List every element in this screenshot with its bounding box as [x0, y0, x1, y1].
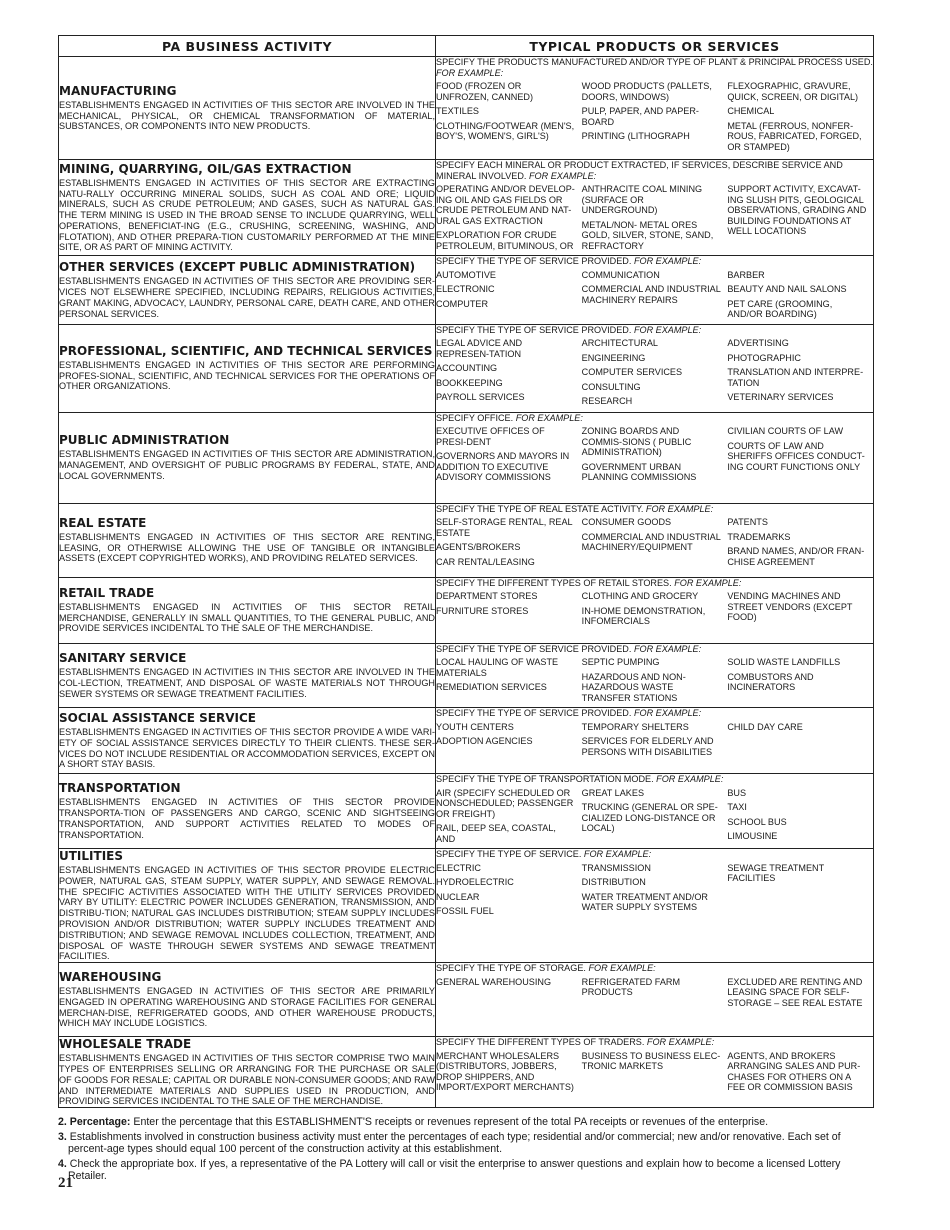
activity-title: SANITARY SERVICE [59, 651, 187, 666]
products-cell [436, 412, 874, 503]
example-item: DISTRIBUTION [581, 877, 646, 887]
table-row [59, 643, 874, 708]
example-column [436, 657, 582, 707]
activity-description: ESTABLISHMENTS ENGAGED IN ACTIVITIES OF THIS SECTOR ARE PERFORMING PROFES-SIONAL, SCIENTIFIC, AND TECHNICAL SERVICES FOR THE OPERATIONS OF OTHER ORGANIZATIONS. [59, 359, 435, 392]
example-column [582, 338, 728, 411]
example-item: GENERAL WAREHOUSING [436, 976, 552, 987]
example-item: MERCHANT WHOLESALERS (DISTRIBUTORS, JOBBERS, DROP SHIPPERS, AND IMPORT/EXPORT MERCHANTS) [436, 1050, 574, 1093]
example-column [727, 977, 873, 1013]
example-item: COMPUTER SERVICES [581, 367, 683, 377]
example-item: FLEXOGRAPHIC, GRAVURE, QUICK, SCREEN, OR DIGITAL) [727, 81, 859, 102]
table-row [59, 1037, 874, 1108]
example-item: COMPUTER [436, 298, 489, 309]
table-row [59, 412, 874, 503]
example-item: VENDING MACHINES AND STREET VENDORS (EXCEPT FOOD) [727, 591, 853, 622]
example-item: PHOTOGRAPHIC [727, 352, 801, 363]
example-column [582, 863, 728, 921]
activity-description: ESTABLISHMENTS ENGAGED IN ACTIVITIES OF THIS SECTOR PROVIDE A WIDE VARI-ETY OF SOCIAL ASSISTANCE SERVICES DIRECTLY TO THEIR CLIENTS. THESE SER-VICES DO NOT INCLUDE RESIDENTIAL OR ACCOMMODATION SERVICES, EXCEPT ON A SHORT STAY BASIS. [59, 726, 435, 770]
example-column [582, 788, 728, 849]
activity-cell [59, 503, 436, 577]
specify-instruction: SPECIFY THE TYPE OF STORAGE. FOR EXAMPLE: [436, 963, 656, 974]
example-item: ELECTRONIC [436, 284, 495, 294]
products-cell [436, 256, 874, 325]
example-column [727, 270, 873, 324]
activity-title: REAL ESTATE [59, 515, 147, 530]
specify-instruction: SPECIFY THE TYPE OF SERVICE PROVIDED. FOR EXAMPLE: [436, 324, 702, 335]
example-item: CONSUMER GOODS [581, 517, 672, 527]
footnotes [58, 1116, 878, 1185]
activity-title: UTILITIES [59, 849, 123, 863]
table-row [59, 324, 874, 412]
example-item: REFRIGERATED FARM PRODUCTS [581, 976, 681, 998]
example-column [436, 591, 582, 631]
example-column [582, 657, 728, 707]
specify-instruction: SPECIFY THE DIFFERENT TYPES OF RETAIL STORES. FOR EXAMPLE: [436, 577, 742, 588]
specify-instruction: SPECIFY THE TYPE OF SERVICE. FOR EXAMPLE: [436, 849, 652, 859]
example-column [436, 184, 582, 255]
example-column [436, 81, 582, 156]
example-column [727, 81, 873, 156]
example-column [582, 722, 728, 762]
example-item: FURNITURE STORES [436, 605, 529, 616]
example-item: TEMPORARY SHELTERS [581, 721, 689, 732]
example-item: COMMERCIAL AND INDUSTRIAL MACHINERY REPAIRS [581, 284, 721, 305]
activity-title: PROFESSIONAL, SCIENTIFIC, AND TECHNICAL SERVICES [59, 343, 433, 358]
products-cell [436, 503, 874, 577]
example-item: AIR (SPECIFY SCHEDULED OR NONSCHEDULED; PASSENGER OR FREIGHT) [436, 787, 574, 819]
example-column [727, 722, 873, 762]
note-3: 3. Establishments involved in construction business activity must enter the percentages of each type; residential and/or commercial; new and/or renovative. Each set of percent-age types should equal 100 percent of the construction activity at this establishment. [58, 1131, 841, 1155]
example-column [727, 517, 873, 571]
example-item: TRANSLATION AND INTERPRE-TATION [727, 367, 864, 388]
table-row [59, 503, 874, 577]
example-column [582, 591, 728, 631]
example-item: SUPPORT ACTIVITY, EXCAVAT-ING SLUSH PITS, GEOLOGICAL OBSERVATIONS, GRADING AND BUILDING FOUNDATIONS AT WELL LOCATIONS [727, 184, 867, 236]
table-row [59, 577, 874, 643]
business-activity-table [58, 35, 874, 1108]
example-item: YOUTH CENTERS [436, 721, 514, 732]
example-item: ENGINEERING [581, 352, 646, 363]
activity-description: ESTABLISHMENTS ENGAGED IN ACTIVITIES OF THIS SECTOR RETAIL MERCHANDISE, GENERALLY IN SMALL QUANTITIES, TO THE GENERAL PUBLIC, AND PROVIDE SERVICES INCIDENTAL TO THE SALE OF THE MERCHANDISE. [59, 601, 435, 634]
products-cell [436, 643, 874, 708]
activity-cell [59, 577, 436, 643]
activity-cell [59, 849, 436, 963]
example-item: IN-HOME DEMONSTRATION, INFOMERCIALS [581, 605, 706, 626]
example-column [582, 426, 728, 487]
example-item: SCHOOL BUS [727, 816, 787, 827]
example-item: LEGAL ADVICE AND REPRESEN-TATION [436, 338, 523, 359]
example-item: SEPTIC PUMPING [581, 657, 660, 667]
example-item: GOVERNORS AND MAYORS IN ADDITION TO EXECUTIVE ADVISORY COMMISSIONS [436, 451, 570, 482]
example-item: ZONING BOARDS AND COMMIS-SIONS ( PUBLIC ADMINISTRATION) [581, 426, 692, 457]
example-item: CONSULTING [581, 381, 641, 392]
activity-description: ESTABLISHMENTS ENGAGED IN ACTIVITIES OF THIS SECTOR ARE PRIMARILY ENGAGED IN OPERATING WAREHOUSING AND STORAGE FACILITIES FOR GENERAL MERCHAN-DISE, REFRIGERATED GOODS, AND OTHER WAREHOUSE PRODUCTS, WHICH MAY INCLUDE LOGISTICS. [59, 986, 435, 1029]
example-item: CHILD DAY CARE [727, 721, 803, 732]
example-item: CAR RENTAL/LEASING [436, 556, 535, 567]
example-item: CIVILIAN COURTS OF LAW [727, 426, 844, 436]
table-row [59, 256, 874, 325]
example-item: CHEMICAL [727, 106, 775, 116]
example-item: SEWAGE TREATMENT FACILITIES [727, 862, 825, 883]
activity-cell [59, 643, 436, 708]
specify-instruction: SPECIFY THE PRODUCTS MANUFACTURED AND/OR TYPE OF PLANT & PRINCIPAL PROCESS USED. FOR EXAMPLE: [436, 57, 873, 78]
example-column [436, 722, 582, 762]
example-item: ANTHRACITE COAL MINING (SURFACE OR UNDERGROUND) [581, 184, 703, 215]
specify-instruction: SPECIFY THE TYPE OF REAL ESTATE ACTIVITY. FOR EXAMPLE: [436, 503, 714, 514]
activity-cell [59, 324, 436, 412]
example-item: BUS [727, 787, 747, 798]
example-item: ADOPTION AGENCIES [436, 736, 533, 746]
example-column [436, 270, 582, 324]
products-cell [436, 577, 874, 643]
example-column [582, 81, 728, 156]
specify-instruction: SPECIFY THE TYPE OF SERVICE PROVIDED. FOR EXAMPLE: [436, 643, 702, 654]
activity-title: MANUFACTURING [59, 83, 177, 98]
activity-cell [59, 57, 436, 160]
activity-title: MINING, QUARRYING, OIL/GAS EXTRACTION [59, 161, 352, 176]
example-item: RAIL, DEEP SEA, COASTAL, AND [436, 823, 556, 844]
activity-cell [59, 963, 436, 1037]
example-item: BARBER [727, 269, 765, 280]
example-column [436, 788, 582, 849]
example-column [727, 788, 873, 849]
table-row [59, 708, 874, 774]
example-item: AUTOMOTIVE [436, 269, 496, 280]
products-cell [436, 1037, 874, 1108]
activity-description: ESTABLISHMENTS ENGAGED IN ACTIVITIES OF THIS SECTOR COMPRISE TWO MAIN TYPES OF ENTERPRISES SELLING OR ARRANGING FOR THE PURCHASE OR SALE OF GOODS FOR RESALE; CAPITAL OR DURABLE NON-CONSUMER GOODS; AND RAW AND INTERMEDIATE MATERIALS AND SUPPLIES USED IN PRODUCTION, AND PROVIDING SERVICES INCIDENTAL TO THE SALE OF THE MERCHANDISE. [59, 1053, 435, 1107]
example-item: BOOKKEEPING [436, 377, 503, 388]
specify-instruction: SPECIFY THE DIFFERENT TYPES OF TRADERS. FOR EXAMPLE: [436, 1037, 715, 1048]
activity-description: ESTABLISHMENTS ENGAGED IN ACTIVITIES OF THIS SECTOR ARE EXTRACTING NATU-RALLY OCCURRING MINERAL SOLIDS, SUCH AS COAL AND ORE; LIQUID MINERALS, SUCH AS CRUDE PETROLEUM; AND GASES, SUCH AS NATURAL GAS. THE TERM MINING IS USED IN THE BROAD SENSE TO INCLUDE QUARRYING, WELL OPERATIONS, BENEFICIAT-ING (E.G., CRUSHING, SCREENING, WASHING, AND FLOTATION), AND OTHER PREPARA-TION CUSTOMARILY PERFORMED AT THE MINE SITE, OR AS PART OF MINING ACTIVITY. [59, 177, 435, 253]
example-item: PULP, PAPER, AND PAPER-BOARD [581, 106, 699, 127]
activity-cell [59, 256, 436, 325]
example-item: TRANSMISSION [581, 862, 651, 873]
example-item: METAL/NON- METAL ORES GOLD, SILVER, STONE, SAND, REFRACTORY [581, 219, 714, 251]
example-item: COMBUSTORS AND INCINERATORS [727, 671, 814, 692]
header-typical-products: TYPICAL PRODUCTS OR SERVICES [436, 36, 874, 57]
activity-title: WHOLESALE TRADE [59, 1037, 192, 1052]
example-item: FOSSIL FUEL [436, 906, 494, 916]
example-item: BUSINESS TO BUSINESS ELEC-TRONIC MARKETS [581, 1050, 721, 1072]
example-item: PATENTS [727, 517, 768, 527]
activity-title: PUBLIC ADMINISTRATION [59, 433, 230, 448]
example-column [582, 977, 728, 1013]
example-item: SELF-STORAGE RENTAL, REAL ESTATE [436, 517, 573, 538]
products-cell [436, 963, 874, 1037]
example-column [436, 977, 582, 1013]
example-item: WATER TREATMENT AND/OR WATER SUPPLY SYSTEMS [581, 891, 708, 912]
example-item: METAL (FERROUS, NONFER-ROUS, FABRICATED, FORGED, OR STAMPED) [727, 120, 862, 152]
example-column [436, 517, 582, 571]
activity-cell [59, 160, 436, 256]
example-item: HAZARDOUS AND NON-HAZARDOUS WASTE TRANSFER STATIONS [581, 671, 686, 703]
example-item: VETERINARY SERVICES [727, 392, 834, 402]
example-column [727, 863, 873, 921]
example-item: EXECUTIVE OFFICES OF PRESI-DENT [436, 426, 545, 447]
activity-description: ESTABLISHMENTS ENGAGED IN ACTIVITIES OF THIS SECTOR PROVIDE TRANSPORTA-TION OF PASSENGERS AND CARGO, SCENIC AND SIGHTSEEING TRANSPORTATION, AND SUPPORT ACTIVITIES RELATED TO MODES OF TRANSPORTATION. [59, 797, 435, 840]
activity-title: RETAIL TRADE [59, 585, 155, 600]
example-column [727, 657, 873, 707]
example-item: TAXI [727, 802, 747, 812]
example-item: WOOD PRODUCTS (PALLETS, DOORS, WINDOWS) [581, 81, 712, 102]
example-item: SOLID WASTE LANDFILLS [727, 657, 841, 667]
example-column [436, 863, 582, 921]
activity-description: ESTABLISHMENTS ENGAGED IN ACTIVITIES IN THIS SECTOR ARE INVOLVED IN THE COL-LECTION, TREATMENT, AND DISPOSAL OF WASTE MATERIALS NOT THROUGH SEWER SYSTEMS OR SEWAGE TREATMENT FACILITIES. [59, 667, 435, 699]
example-column [436, 338, 582, 411]
header-business-activity: PA BUSINESS ACTIVITY [59, 36, 436, 57]
example-item: PAYROLL SERVICES [436, 392, 525, 402]
activity-title: OTHER SERVICES (EXCEPT PUBLIC ADMINISTRATION) [59, 260, 416, 275]
specify-instruction: SPECIFY THE TYPE OF SERVICE PROVIDED. FOR EXAMPLE: [436, 256, 702, 266]
example-column [582, 184, 728, 255]
example-item: LIMOUSINE [727, 831, 778, 841]
example-item: GOVERNMENT URBAN PLANNING COMMISSIONS [581, 461, 697, 482]
example-item: CLOTHING/FOOTWEAR (MEN'S, BOY'S, WOMEN'S, GIRL'S) [436, 120, 575, 141]
example-item: TEXTILES [436, 106, 479, 116]
example-item: HYDROELECTRIC [436, 877, 514, 887]
table-row [59, 963, 874, 1037]
note-2: 2. Percentage: Enter the percentage that this ESTABLISHMENT'S receipts or revenues represent of the total PA receipts or revenues of the enterprise. [58, 1116, 769, 1128]
example-item: AGENTS/BROKERS [436, 542, 521, 552]
example-item: PET CARE (GROOMING, AND/OR BOARDING) [727, 298, 833, 319]
activity-title: TRANSPORTATION [59, 781, 181, 796]
example-item: BEAUTY AND NAIL SALONS [727, 284, 847, 294]
example-item: SERVICES FOR ELDERLY AND PERSONS WITH DISABILITIES [581, 736, 714, 757]
example-item: CLOTHING AND GROCERY [581, 591, 699, 601]
example-column [436, 426, 582, 487]
example-column [727, 338, 873, 411]
specify-instruction: SPECIFY THE TYPE OF SERVICE PROVIDED. FOR EXAMPLE: [436, 708, 702, 718]
activity-cell [59, 774, 436, 849]
specify-instruction: SPECIFY EACH MINERAL OR PRODUCT EXTRACTED, IF SERVICES, DESCRIBE SERVICE AND MINERAL INVOLVED. FOR EXAMPLE: [436, 160, 843, 181]
table-row [59, 774, 874, 849]
example-column [727, 184, 873, 255]
page-number: 21 [58, 1175, 73, 1191]
example-item: BRAND NAMES, AND/OR FRAN-CHISE AGREEMENT [727, 546, 865, 567]
example-item: FOOD (FROZEN OR UNFROZEN, CANNED) [436, 81, 533, 102]
products-cell [436, 324, 874, 412]
example-column [582, 1051, 728, 1097]
example-item: TRADEMARKS [727, 531, 791, 542]
products-cell [436, 849, 874, 963]
activity-description: ESTABLISHMENTS ENGAGED IN ACTIVITIES OF THIS SECTOR ARE RENTING, LEASING, OR OTHERWISE ALLOWING THE USE OF TANGIBLE OR INTANGIBLE ASSETS (EXCEPT COPYRIGHTED WORKS), AND PROVIDING RELATED SERVICES. [59, 531, 435, 564]
activity-title: WAREHOUSING [59, 970, 162, 985]
example-item: COMMERCIAL AND INDUSTRIAL MACHINERY/EQUIPMENT [581, 531, 721, 552]
example-column [727, 591, 873, 631]
specify-instruction: SPECIFY THE TYPE OF TRANSPORTATION MODE. FOR EXAMPLE: [436, 774, 724, 784]
example-item: REMEDIATION SERVICES [436, 682, 547, 692]
activity-description: ESTABLISHMENTS ENGAGED IN ACTIVITIES OF THIS SECTOR PROVIDE ELECTRIC POWER, NATURAL GAS, STEAM SUPPLY, WATER SUPPLY, AND SEWAGE REMOVAL. THE SPECIFIC ACTIVITIES ASSOCIATED WITH THE UTILITY SERVICES PROVIDED VARY BY UTILITY: ELECTRIC POWER INCLUDES GENERATION, TRANSMISSION, AND DISTRIBU-TION; NATURAL GAS INCLUDES DISTRIBUTION; STEAM SUPPLY INCLUDES PROVISION AND/OR DISTRIBUTION; WATER SUPPLY INCLUDES TREATMENT AND DISTRIBUTION; AND SEWAGE REMOVAL INCLUDES COLLECTION, TREATMENT, AND DISPOSAL OF WASTE THROUGH SEWER SYSTEMS AND SEWAGE TREATMENT FACILITIES. [59, 865, 435, 962]
products-cell [436, 774, 874, 849]
example-item: LOCAL HAULING OF WASTE MATERIALS [436, 657, 559, 678]
example-column [582, 270, 728, 324]
example-item: ACCOUNTING [436, 363, 498, 373]
activity-cell [59, 412, 436, 503]
example-item: OPERATING AND/OR DEVELOP-ING OIL AND GAS FIELDS OR CRUDE PETROLEUM AND NAT-URAL GAS EXTRACTION [436, 184, 575, 226]
example-item: PRINTING (LITHOGRAPH [581, 131, 690, 141]
example-column [436, 1051, 582, 1097]
table-row [59, 160, 874, 256]
table-row [59, 57, 874, 160]
products-cell [436, 708, 874, 774]
example-item: EXPLORATION FOR CRUDE PETROLEUM, BITUMINOUS, OR [436, 230, 574, 251]
example-item: DEPARTMENT STORES [436, 591, 538, 601]
example-item: ARCHITECTURAL [581, 338, 658, 348]
activity-title: SOCIAL ASSISTANCE SERVICE [59, 710, 256, 725]
example-item: AGENTS, AND BROKERS ARRANGING SALES AND PUR-CHASES FOR OTHERS ON A FEE OR COMMISSION BASIS [727, 1050, 861, 1093]
example-column [582, 517, 728, 571]
example-item: NUCLEAR [436, 891, 480, 902]
example-column [727, 1051, 873, 1097]
activity-cell [59, 1037, 436, 1108]
activity-description: ESTABLISHMENTS ENGAGED IN ACTIVITIES OF THIS SECTOR ARE ADMINISTRATION, MANAGEMENT, AND OVERSIGHT OF PUBLIC PROGRAMS BY FEDERAL, STATE, AND LOCAL GOVERNMENTS. [59, 449, 435, 481]
example-item: COMMUNICATION [581, 269, 660, 280]
example-item: COURTS OF LAW AND SHERIFFS OFFICES CONDUCT-ING COURT FUNCTIONS ONLY [727, 440, 865, 472]
specify-instruction: SPECIFY OFFICE. FOR EXAMPLE: [436, 412, 583, 423]
example-item: TRUCKING (GENERAL OR SPE-CIALIZED LONG-DISTANCE OR LOCAL) [581, 802, 718, 833]
example-item: EXCLUDED ARE RENTING AND LEASING SPACE FOR SELF-STORAGE – SEE REAL ESTATE [727, 976, 863, 1008]
example-item: RESEARCH [581, 396, 633, 406]
activity-cell [59, 708, 436, 774]
table-row [59, 849, 874, 963]
example-item: ELECTRIC [436, 862, 481, 873]
products-cell [436, 160, 874, 256]
activity-description: ESTABLISHMENTS ENGAGED IN ACTIVITIES OF THIS SECTOR ARE INVOLVED IN THE MECHANICAL, PHYSICAL, OR CHEMICAL TRANSFORMATION OF MATERIAL, SUBSTANCES, OR COMPONENTS INTO NEW PRODUCTS. [59, 99, 435, 132]
example-item: GREAT LAKES [581, 787, 645, 798]
activity-description: ESTABLISHMENTS ENGAGED IN ACTIVITIES OF THIS SECTOR ARE PROVIDING SER-VICES NOT ELSEWHERE SPECIFIED, INCLUDING REPAIRS, RELIGIOUS ACTIVITIES, GRANT MAKING, ADVOCACY, LAUNDRY, PERSONAL CARE, DEATH CARE, AND OTHER PERSONAL SERVICES. [59, 276, 435, 319]
example-column [727, 426, 873, 487]
note-4: 4. Check the appropriate box. If yes, a representative of the PA Lottery will call or visit the enterprise to answer questions and explain how to become a licensed Lottery Retailer. [58, 1158, 841, 1182]
example-item: ADVERTISING [727, 338, 789, 348]
products-cell [436, 57, 874, 160]
